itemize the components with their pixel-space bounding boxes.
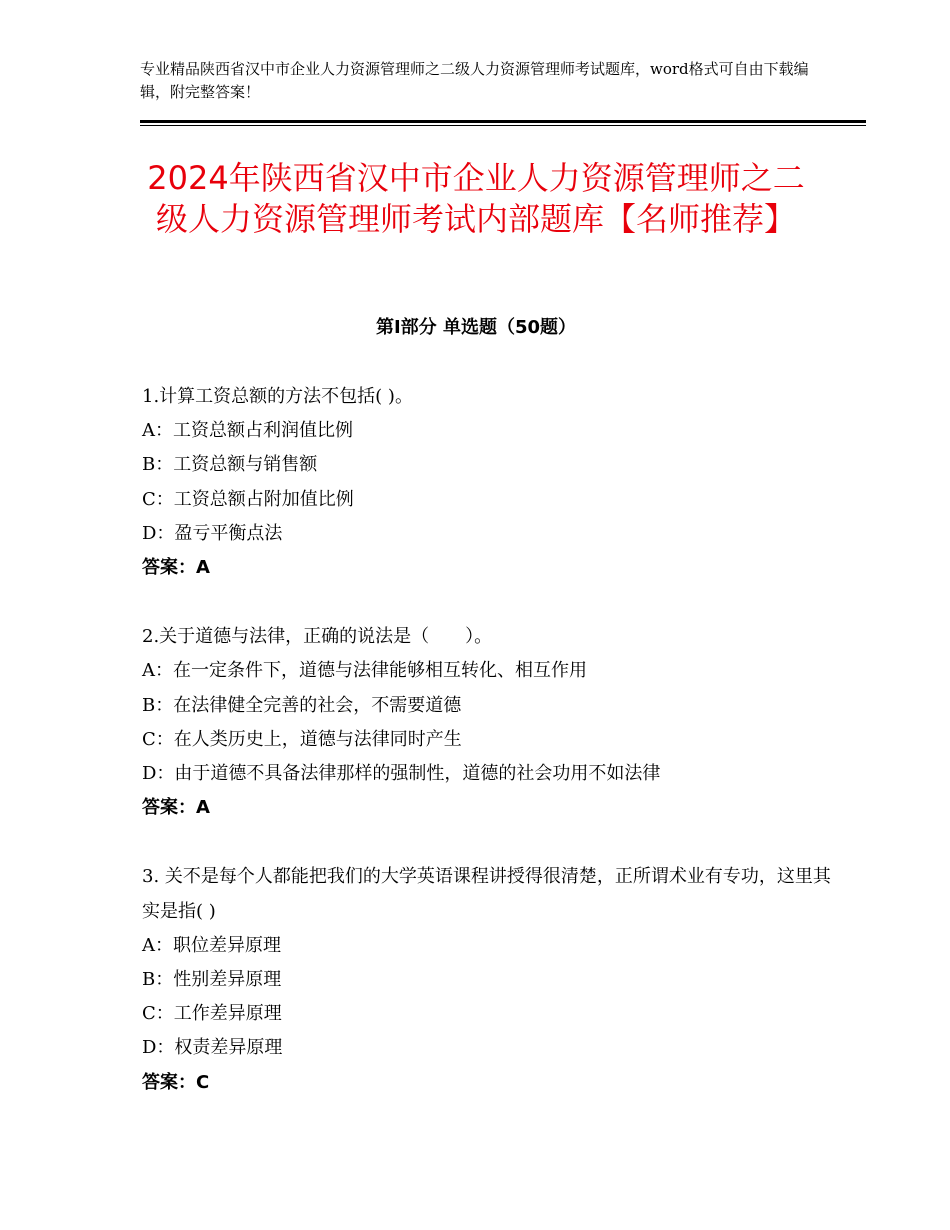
question-stem: 3. 关不是每个人都能把我们的大学英语课程讲授得很清楚，正所谓术业有专功，这里其实是指( )	[142, 866, 831, 922]
answer: 答案：A	[142, 557, 210, 579]
document-title: 2024年陕西省汉中市企业人力资源管理师之二级人力资源管理师考试内部题库【名师推荐】	[147, 159, 805, 238]
option-a: A：职位差异原理	[142, 934, 281, 956]
option-c: C：在人类历史上，道德与法律同时产生	[142, 728, 462, 750]
option-b: B：在法律健全完善的社会，不需要道德	[142, 694, 462, 716]
option-b: B：性别差异原理	[142, 969, 282, 991]
section-heading: 第Ⅰ部分 单选题（50题）	[375, 317, 576, 338]
answer: 答案：C	[142, 1071, 210, 1093]
answer: 答案：A	[142, 797, 210, 819]
option-b: B：工资总额与销售额	[142, 454, 318, 476]
question-stem: 1.计算工资总额的方法不包括( )。	[142, 386, 413, 407]
option-d: D：权责差异原理	[142, 1037, 283, 1059]
option-c: C：工作差异原理	[142, 1003, 282, 1025]
question-1	[142, 380, 832, 585]
question-2	[142, 620, 832, 825]
header-note: 专业精品陕西省汉中市企业人力资源管理师之二级人力资源管理师考试题库，word格式可自由下载编辑，附完整答案！	[140, 60, 809, 101]
question-stem: 2.关于道德与法律，正确的说法是（ ）。	[142, 626, 493, 648]
option-a: A：工资总额占利润值比例	[142, 420, 353, 442]
option-c: C：工资总额占附加值比例	[142, 488, 354, 510]
header-rule-thin	[140, 125, 866, 126]
header-rule-thick	[140, 120, 866, 123]
question-3	[142, 860, 832, 1099]
option-a: A：在一定条件下，道德与法律能够相互转化、相互作用	[142, 660, 587, 682]
option-d: D：由于道德不具备法律那样的强制性，道德的社会功用不如法律	[142, 763, 661, 785]
question-list	[142, 380, 832, 1135]
option-d: D：盈亏平衡点法	[142, 522, 283, 544]
